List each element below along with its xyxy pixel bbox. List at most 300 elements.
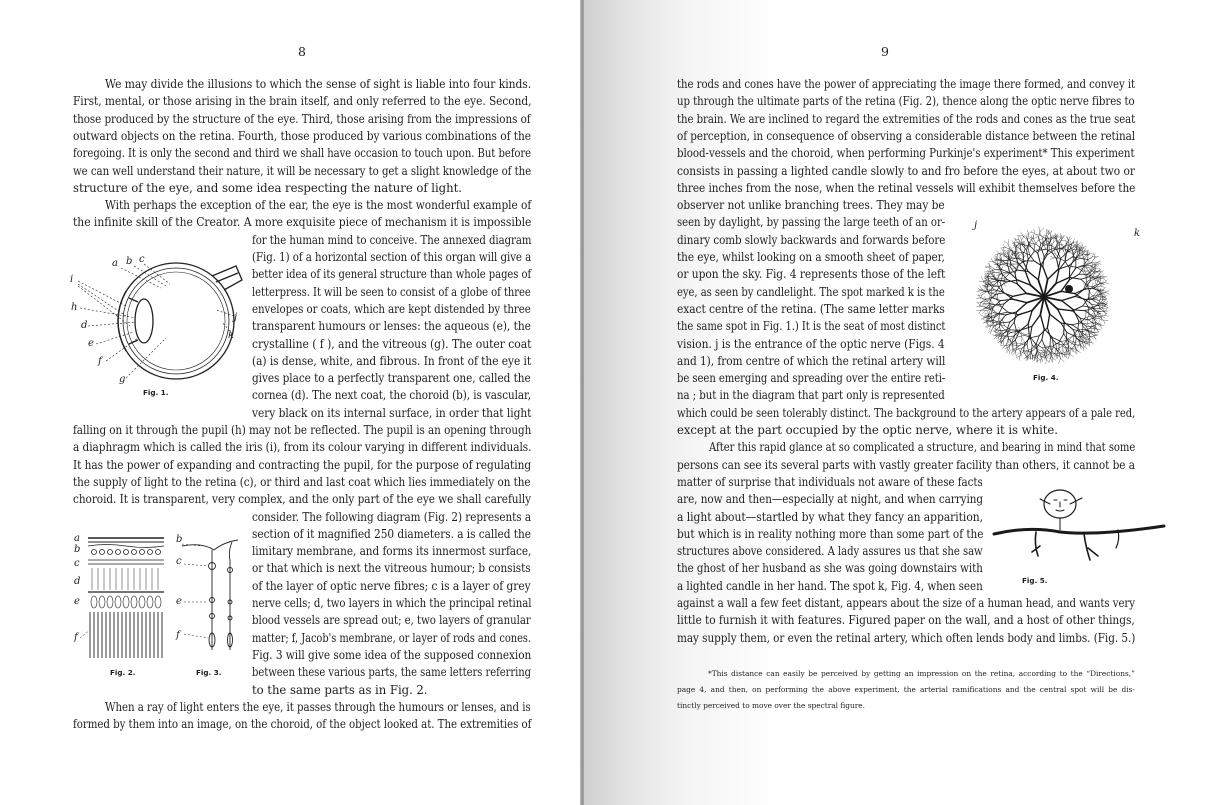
vessel-branch	[1001, 315, 1006, 321]
vessel-branch	[997, 270, 1001, 271]
vessel-branch	[1058, 309, 1073, 311]
vessel-branch	[982, 292, 987, 296]
vessel-branch	[991, 319, 992, 323]
vessel-branch	[1103, 301, 1106, 303]
vessel-branch	[1002, 331, 1007, 336]
vessel-branch	[1052, 337, 1053, 346]
text-line: dinary comb slowly backwards and forwards before	[677, 232, 946, 247]
vessel-branch	[1022, 339, 1025, 342]
page-number: 8	[298, 44, 306, 59]
vessel-branch	[1086, 328, 1091, 330]
vessel-branch	[1028, 272, 1038, 280]
text-line: limitary membrane, and forms its innermost surface,	[252, 544, 532, 559]
text-line: but which is in reality nothing more than some part of the	[677, 526, 984, 541]
vessel-branch	[1104, 313, 1107, 316]
vessel-branch	[1042, 329, 1044, 340]
text-line: are, now and then—especially at night, and when carrying	[677, 492, 983, 507]
fig3-label-b: b	[176, 534, 183, 545]
vessel-branch	[1009, 250, 1011, 253]
fig3-label-c: c	[176, 556, 182, 567]
text-line: It has the power of expanding and contracting the pupil, for the purpose of regulating	[73, 457, 532, 472]
vessel-branch	[1023, 249, 1025, 255]
vessel-branch	[995, 272, 1002, 273]
vessel-branch	[1032, 240, 1035, 245]
text-line: matter; f, Jacob's membrane, or layer of rods and cones.	[252, 630, 531, 645]
vessel-branch	[1009, 350, 1010, 354]
vessel-branch	[1027, 233, 1028, 237]
vessel-branch	[1104, 283, 1109, 284]
vessel-branch	[1050, 258, 1054, 259]
vessel-branch	[1093, 323, 1097, 324]
vessel-branch	[1019, 253, 1022, 255]
vessel-branch	[1044, 245, 1046, 250]
vessel-branch	[987, 326, 991, 327]
vessel-branch	[1093, 276, 1098, 277]
text-line: cornea (d). The next coat, the choroid (b), is vascular,	[252, 388, 531, 403]
vessel-branch	[1083, 306, 1092, 308]
vessel-branch	[1054, 240, 1057, 242]
vessel-branch	[1001, 299, 1013, 300]
vessel-branch	[1001, 247, 1005, 248]
vessel-branch	[1003, 247, 1004, 251]
fig2-label-b: b	[74, 544, 81, 555]
vessel-branch	[1076, 349, 1079, 352]
text-line: consists in passing a lighted candle slowly to and fro before the eyes, at about two or	[677, 163, 1135, 178]
text-line: a diaphragm which is called the iris (i), from its colour varying in different individuals.	[73, 440, 532, 455]
text-line: three inches from the nose, when the retinal vessels will exhibit themselves before the	[677, 180, 1136, 195]
vessel-branch	[1056, 353, 1060, 354]
vessel-branch	[1085, 288, 1094, 289]
vessel-branch	[1064, 355, 1067, 359]
vessel-branch	[1008, 240, 1009, 244]
vessel-branch	[985, 310, 990, 311]
vessel-branch	[1017, 284, 1026, 294]
vessel-branch	[1031, 232, 1035, 233]
vessel-branch	[1099, 307, 1100, 311]
fig2-retina-section	[66, 530, 166, 665]
vessel-branch	[1017, 303, 1027, 312]
vessel-branch	[1031, 352, 1033, 357]
vessel-branch	[1021, 339, 1022, 343]
vessel-branch	[1030, 326, 1032, 337]
vessel-branch	[1091, 328, 1092, 332]
vessel-branch	[1093, 308, 1099, 309]
vessel-branch	[1021, 232, 1023, 236]
vessel-branch	[1084, 347, 1087, 349]
vessel-branch	[1061, 359, 1065, 362]
vessel-branch	[1032, 237, 1037, 238]
vessel-branch	[1061, 236, 1065, 239]
vessel-branch	[1002, 326, 1005, 330]
vessel-branch	[1074, 345, 1076, 350]
text-line: We may divide the illusions to which the sense of sight is liable into four kinds.	[105, 77, 532, 91]
vessel-branch	[1103, 288, 1106, 290]
text-line: structure of the eye, and some idea respecting the nature of light.	[73, 180, 462, 195]
vessel-branch	[1017, 347, 1020, 352]
vessel-branch	[1073, 311, 1081, 319]
vessel-branch	[1009, 345, 1010, 350]
vessel-branch	[1104, 280, 1107, 283]
text-line: a light about—startled by what they fancy an apparition,	[677, 509, 983, 524]
vessel-branch	[1051, 256, 1055, 258]
vessel-branch	[1100, 325, 1102, 329]
vessel-branch	[1015, 335, 1016, 340]
vessel-branch	[1040, 315, 1044, 329]
vessel-branch	[1006, 261, 1008, 264]
text-line: may supply them, or even the retinal artery, which often lends body and limbs. (Fig. 5.)	[677, 630, 1136, 645]
vessel-branch	[1016, 356, 1020, 358]
vessel-branch	[1094, 291, 1097, 295]
vessel-branch	[1090, 264, 1095, 265]
fig1-label-d: d	[81, 320, 88, 331]
vessel-branch	[1000, 276, 1002, 283]
vessel-branch	[980, 315, 984, 317]
fig2-label-d: d	[74, 576, 81, 587]
vessel-branch	[1050, 314, 1061, 323]
vessel-branch	[982, 311, 985, 314]
vessel-branch	[1084, 255, 1088, 260]
vessel-branch	[1020, 236, 1022, 240]
fig1-label-e: e	[88, 338, 94, 349]
text-line: transparent humours or lenses: the aqueous (e), the	[252, 319, 531, 334]
vessel-branch	[1015, 352, 1016, 356]
vessel-branch	[989, 326, 991, 330]
vessel-branch	[1043, 267, 1048, 280]
text-line: formed by them into an image, on the choroid, of the object looked at. The extremities of	[73, 717, 532, 732]
vessel-branch	[1000, 278, 1005, 279]
text-line: or upon the sky. Fig. 4 represents those of the left	[677, 267, 946, 282]
fig1-label-b: b	[126, 256, 133, 267]
text-line: Fig. 3 will give some idea of the supposed connexion	[252, 647, 532, 662]
text-line: seen by daylight, by passing the large teeth of an or-	[677, 215, 946, 230]
vessel-branch	[1103, 311, 1107, 313]
text-line: observer not unlike branching trees. They may be	[677, 198, 945, 213]
vessel-branch	[1063, 250, 1065, 255]
vessel-branch	[1091, 258, 1094, 263]
vessel-branch	[1087, 322, 1092, 324]
vessel-branch	[1037, 339, 1042, 346]
vessel-branch	[987, 309, 991, 310]
vessel-branch	[1087, 336, 1090, 341]
text-line: the ghost of her husband as she was going downstairs with	[677, 561, 983, 576]
vessel-branch	[1028, 248, 1029, 254]
vessel-branch	[1073, 239, 1074, 243]
vessel-branch	[1065, 261, 1070, 268]
vessel-branch	[1104, 301, 1108, 303]
vessel-branch	[1028, 238, 1032, 240]
text-line: section of it magnified 250 diameters. a is called the	[252, 526, 531, 541]
vessel-branch	[983, 302, 986, 305]
vessel-branch	[1023, 255, 1024, 263]
vessel-branch	[1018, 252, 1019, 256]
vessel-branch	[988, 263, 991, 267]
fig2-label-c: c	[74, 558, 80, 569]
vessel-branch	[981, 308, 986, 311]
vessel-branch	[1028, 324, 1029, 336]
vessel-branch	[995, 330, 996, 333]
vessel-branch	[1088, 253, 1092, 255]
vessel-branch	[980, 286, 983, 290]
vessel-branch	[1081, 346, 1084, 349]
text-line: blood vessels are spread out; e, two layers of granular	[252, 613, 531, 628]
vessel-branch	[1051, 353, 1057, 354]
vessel-branch	[1062, 301, 1074, 310]
fig3-label-f: f	[176, 630, 180, 641]
text-line: consider. The following diagram (Fig. 2) represents a	[252, 509, 531, 524]
vessel-branch	[1037, 358, 1038, 362]
text-line: very black on its internal surface, in order that light	[252, 405, 532, 420]
vessel-branch	[1100, 325, 1104, 326]
vessel-branch	[1068, 240, 1069, 245]
vessel-branch	[1014, 239, 1019, 240]
text-line: of the layer of optic nerve fibres; c is a layer of grey	[252, 578, 531, 593]
fig3-caption: Fig. 3.	[196, 668, 222, 677]
vessel-branch	[1105, 292, 1109, 294]
vessel-branch	[1047, 314, 1049, 328]
vessel-branch	[1075, 349, 1076, 353]
text-line: When a ray of light enters the eye, it passes through the humours or lenses, and is	[105, 699, 531, 714]
vessel-branch	[1000, 312, 1008, 314]
page-number: 9	[881, 44, 889, 59]
fig2-caption: Fig. 2.	[110, 668, 136, 677]
vessel-branch	[1023, 252, 1029, 254]
fig4-caption: Fig. 4.	[1033, 373, 1059, 382]
text-line: structures above considered. A lady assures us that she saw	[677, 544, 983, 559]
vessel-branch	[1063, 341, 1066, 346]
vessel-branch	[1013, 293, 1027, 296]
vessel-branch	[1049, 358, 1051, 362]
text-line: between these various parts, the same letters referring	[252, 665, 531, 680]
vessel-branch	[997, 260, 1001, 261]
vessel-branch	[1000, 345, 1004, 346]
vessel-branch	[993, 330, 996, 331]
vessel-branch	[1017, 353, 1020, 355]
vessel-branch	[1005, 273, 1010, 278]
vessel-branch	[1066, 333, 1067, 341]
fig1-label-f: f	[98, 356, 102, 367]
vessel-branch	[1084, 248, 1086, 251]
text-line: exact centre of the retina. (The same letter marks	[677, 301, 945, 316]
text-line: envelopes or coats, which are kept distended by three	[252, 301, 531, 316]
vessel-branch	[1043, 257, 1044, 267]
vessel-branch	[1004, 241, 1008, 244]
vessel-branch	[1027, 234, 1028, 240]
text-line: First, mental, or those arising in the brain itself, and only referred to the eye. Second,	[73, 94, 532, 109]
vessel-branch	[1094, 295, 1099, 296]
vessel-branch	[1046, 360, 1047, 364]
vessel-branch	[1010, 273, 1018, 280]
vessel-branch	[1085, 341, 1086, 346]
text-line: eye, as seen by candlelight. The spot marked k is the	[677, 284, 945, 299]
text-line: the rods and cones have the power of appreciating the image there formed, and convey it	[677, 77, 1136, 91]
vessel-branch	[1092, 300, 1097, 304]
vessel-branch	[1062, 237, 1065, 240]
vessel-branch	[1007, 338, 1009, 344]
text-line: choroid. It is transparent, very complex, and the only part of the eye we shall carefully	[73, 492, 532, 507]
vessel-branch	[1027, 250, 1029, 259]
vessel-branch	[1032, 315, 1041, 327]
fig1-label-h: h	[71, 302, 78, 313]
vessel-branch	[1013, 299, 1027, 303]
vessel-branch	[1002, 346, 1005, 349]
vessel-branch	[1001, 248, 1004, 251]
vessel-branch	[1085, 313, 1086, 318]
vessel-branch	[1074, 336, 1079, 341]
vessel-branch	[1083, 347, 1084, 351]
vessel-branch	[1018, 235, 1019, 240]
vessel-branch	[1019, 236, 1023, 237]
vessel-branch	[996, 336, 1000, 339]
vessel-branch	[1097, 272, 1100, 274]
vessel-branch	[999, 265, 1004, 266]
vessel-branch	[1087, 344, 1090, 347]
text-line: gives place to a perfectly transparent one, called the	[252, 371, 531, 386]
vessel-branch	[1087, 314, 1089, 319]
vessel-branch	[991, 258, 993, 262]
vessel-branch	[1099, 317, 1103, 319]
vessel-branch	[1095, 253, 1096, 258]
vessel-branch	[1022, 350, 1026, 351]
vessel-branch	[1100, 286, 1104, 288]
vessel-branch	[1097, 261, 1101, 263]
fig2-label-e: e	[74, 596, 80, 607]
text-line: With perhaps the exception of the ear, the eye is the most wonderful example of	[105, 198, 532, 213]
vessel-branch	[1059, 346, 1063, 349]
text-line: except at the part occupied by the optic nerve, where it is white.	[677, 423, 1058, 437]
text-line: those produced by the structure of the eye. Third, those arising from the impressions of	[73, 111, 531, 126]
fig3-nerve-connexion	[172, 530, 242, 665]
vessel-branch	[1045, 352, 1049, 355]
vessel-branch	[977, 291, 982, 292]
vessel-branch	[1103, 308, 1108, 309]
vessel-branch	[1019, 335, 1024, 336]
vessel-branch	[991, 326, 994, 330]
vessel-branch	[1072, 323, 1080, 325]
vessel-branch	[1017, 270, 1028, 271]
fig3-label-e: e	[176, 596, 182, 607]
text-line: foregoing. It is only the second and third we shall have occasion to touch upon. But before	[73, 146, 532, 161]
vessel-branch	[978, 302, 981, 306]
vessel-branch	[1040, 228, 1044, 231]
text-line: better idea of its general structure than whole pages of	[252, 267, 532, 282]
vessel-branch	[1088, 257, 1093, 260]
vessel-branch	[1104, 315, 1108, 316]
fig2-label-f: f	[74, 632, 78, 643]
text-line: little to furnish it with features. Figured paper on the wall, and a host of other things,	[677, 613, 1135, 628]
vessel-branch	[999, 321, 1001, 327]
vessel-branch	[1003, 244, 1005, 247]
vessel-branch	[981, 299, 985, 302]
vessel-branch	[1004, 265, 1010, 267]
vessel-branch	[1001, 331, 1003, 334]
text-line: (Fig. 1) of a horizontal section of this organ will give a	[252, 250, 532, 264]
fig1-caption: Fig. 1.	[143, 388, 169, 397]
vessel-branch	[1103, 278, 1107, 281]
vessel-branch	[1011, 259, 1014, 261]
fig1-label-j: j	[234, 312, 238, 323]
text-line: we can well understand their nature, it will be necessary to get a slight knowledge of the	[73, 163, 532, 178]
vessel-branch	[1057, 259, 1059, 270]
vessel-branch	[984, 303, 989, 304]
vessel-branch	[979, 281, 984, 282]
vessel-branch	[1012, 352, 1015, 355]
fig1-label-k: k	[228, 330, 235, 341]
vessel-branch	[1024, 356, 1027, 359]
text-line: the supply of light to the retina (c), or third and last coat which lies immediately on the	[73, 474, 531, 489]
vessel-branch	[994, 273, 995, 277]
vessel-branch	[1000, 322, 1009, 323]
vessel-branch	[1038, 239, 1042, 241]
vessel-branch	[1014, 322, 1016, 329]
text-line: persons can see its several parts with vastly greater facility than others, it cannot be a	[677, 457, 1135, 472]
text-line: matter of surprise that individuals not aware of these facts	[677, 474, 983, 489]
fig1-label-c: c	[139, 254, 145, 265]
text-line: na ; but in the diagram that part only is represented	[677, 388, 945, 403]
vessel-branch	[1034, 229, 1035, 233]
vessel-branch	[985, 267, 990, 268]
text-line: up through the ultimate parts of the retina (Fig. 2), thence along the optic nerve fibres to	[677, 94, 1135, 109]
left-page	[0, 0, 582, 805]
vessel-branch	[1079, 266, 1084, 274]
vessel-branch	[1039, 237, 1041, 244]
vessel-branch	[1031, 336, 1039, 338]
footnote-line: *This distance can easily be perceived by getting an impression on the retina, according to the “Directions,”	[708, 669, 1135, 678]
text-line: the brain. We are inclined to regard the extremities of the rods and cones as the true seat	[677, 111, 1136, 126]
text-line: or that which is next the vitreous humour; b consists	[252, 561, 531, 576]
vessel-branch	[1065, 257, 1072, 261]
vessel-branch	[977, 306, 981, 307]
vessel-branch	[1082, 244, 1083, 249]
vessel-branch	[1070, 354, 1074, 357]
text-line: falling on it through the pupil (h) may not be reflected. The pupil is an opening through	[73, 423, 532, 437]
vessel-branch	[981, 310, 985, 311]
vessel-branch	[1092, 253, 1094, 257]
vessel-branch	[1092, 283, 1093, 287]
vessel-branch	[1101, 274, 1104, 277]
vessel-branch	[977, 298, 981, 299]
text-line: crystalline ( f ), and the vitreous (g). The outer coat	[252, 336, 532, 351]
vessel-branch	[1051, 242, 1053, 246]
fig4-retinal-vessels	[954, 212, 1144, 382]
vessel-branch	[1086, 264, 1087, 269]
vessel-branch	[979, 310, 981, 314]
vessel-branch	[1011, 335, 1015, 339]
vessel-branch	[1017, 348, 1022, 349]
vessel-branch	[1019, 356, 1020, 361]
text-line: nerve cells; d, two layers in which the principal retinal	[252, 596, 532, 610]
vessel-branch	[1035, 233, 1039, 237]
vessel-branch	[1003, 251, 1004, 256]
vessel-branch	[1087, 278, 1092, 282]
text-line: which could be seen tolerably distinct. The background to the artery appears of a pale red,	[677, 405, 1136, 420]
fig1-label-g: g	[119, 374, 126, 385]
text-line: outward objects on the retina. Fourth, those produced by various combinations of the	[73, 128, 532, 143]
vessel-branch	[1050, 337, 1051, 345]
vessel-branch	[1090, 339, 1093, 343]
text-line: After this rapid glance at so complicated a structure, and bearing in mind that some	[709, 440, 1136, 455]
vessel-branch	[1036, 234, 1041, 235]
vessel-branch	[1059, 359, 1061, 364]
vessel-branch	[1039, 227, 1040, 232]
vessel-branch	[1047, 356, 1049, 359]
vessel-branch	[1092, 322, 1093, 326]
vessel-branch	[983, 282, 987, 284]
text-line: letterpress. It will be seen to consist of a globe of three	[252, 284, 531, 299]
vessel-branch	[1030, 255, 1035, 261]
vessel-branch	[1042, 339, 1045, 347]
vessel-branch	[989, 321, 994, 322]
vessel-branch	[1015, 248, 1016, 254]
